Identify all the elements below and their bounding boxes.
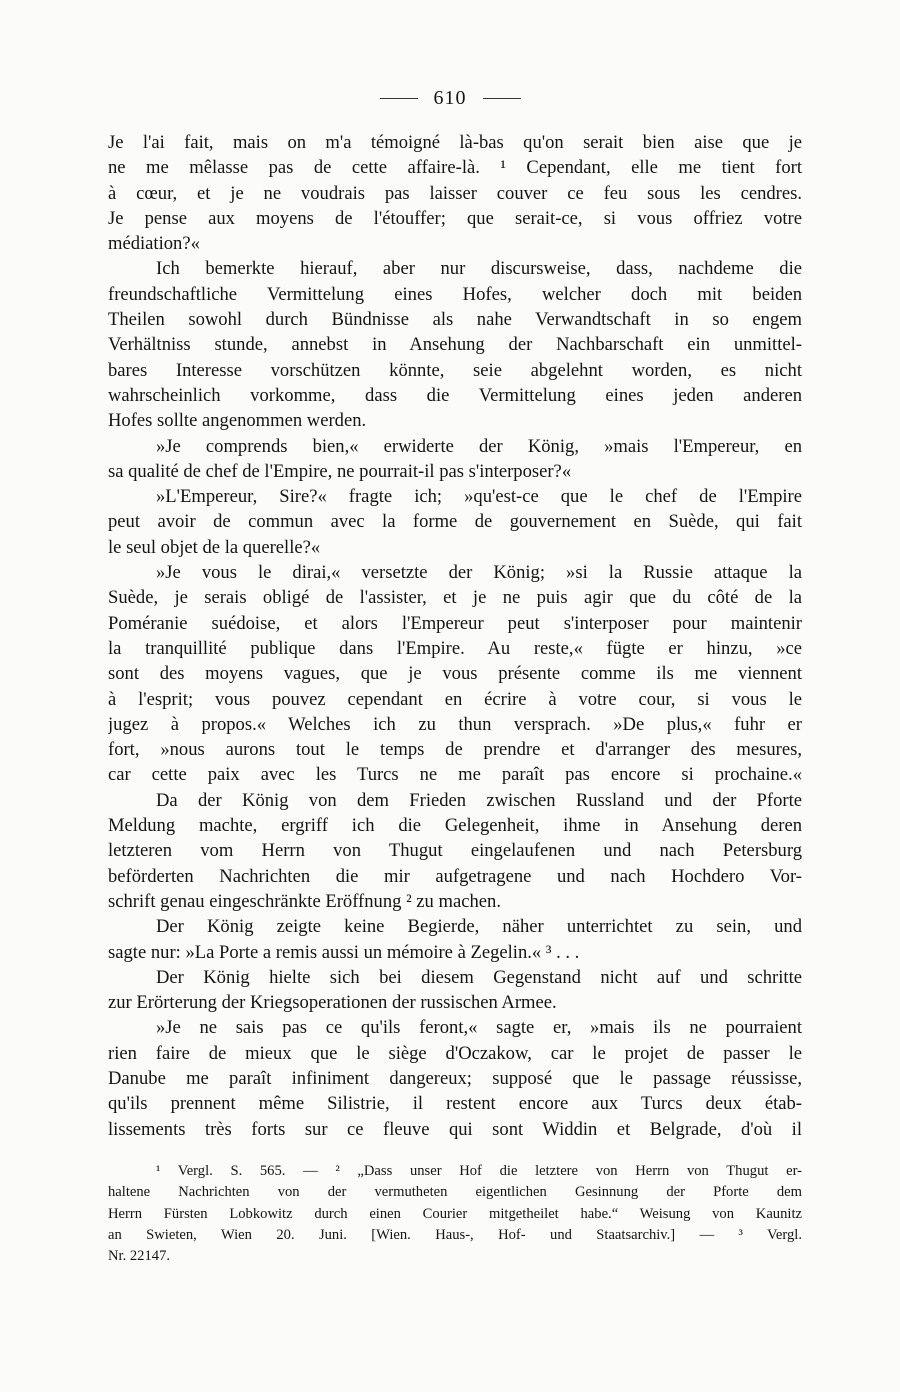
footnote-line: haltene Nachrichten von der vermutheten eigentlichen Gesinnung der Pforte dem [108,1184,802,1201]
text-line: Hofes sollte angenommen werden. [108,410,367,432]
text-line: Poméranie suédoise, et alors l'Empereur peut s'interposer pour maintenir [108,612,802,634]
body-text [108,130,802,1142]
text-line: ne me mêlasse pas de cette affaire-là. ¹ Cependant, elle me tient fort [108,157,802,179]
text-line: »Je comprends bien,« erwiderte der König, »mais l'Empereur, en [156,435,802,457]
footnote-line: an Swieten, Wien 20. Juni. [Wien. Haus-, Hof- und Staatsarchiv.] — ³ Vergl. [108,1226,802,1243]
footnote-line: Herrn Fürsten Lobkowitz durch einen Courier mitgetheilet habe.“ Weisung von Kaunitz [108,1205,802,1222]
footnote-line: Nr. 22147. [108,1248,171,1265]
page-number: 610 [433,86,467,109]
text-line: Suède, je serais obligé de l'assister, et je ne puis agir que du côté de la [108,587,802,609]
text-line: sa qualité de chef de l'Empire, ne pourrait-il pas s'interposer?« [108,460,572,482]
footnotes [108,1161,802,1267]
text-line: bares Interesse vorschützen könnte, seie abgelehnt worden, es nicht [108,359,802,381]
text-line: Je pense aux moyens de l'étouffer; que serait-ce, si vous offriez votre [108,207,802,229]
text-line: »L'Empereur, Sire?« fragte ich; »qu'est-ce que le chef de l'Empire [156,486,802,508]
header-rule-right [483,98,521,99]
text-line: schrift genau eingeschränkte Eröffnung ² zu machen. [108,890,501,912]
text-line: rien faire de mieux que le siège d'Oczakow, car le projet de passer le [108,1042,802,1064]
text-line: Meldung machte, ergriff ich die Gelegenheit, ihme in Ansehung deren [108,815,802,837]
footnote-line: ¹ Vergl. S. 565. — ² „Dass unser Hof die letztere von Herrn von Thugut er- [156,1163,802,1179]
text-line: sagte nur: »La Porte a remis aussi un mémoire à Zegelin.« ³ . . . [108,941,580,963]
text-line: letzteren vom Herrn von Thugut eingelaufenen und nach Petersburg [108,840,802,862]
text-line: Der König zeigte keine Begierde, näher unterrichtet zu sein, und [156,916,802,938]
text-line: Verhältniss stunde, annebst in Ansehung der Nachbarschaft ein unmittel- [108,334,802,356]
text-line: le seul objet de la querelle?« [108,536,321,558]
text-line: jugez à propos.« Welches ich zu thun versprach. »De plus,« fuhr er [108,713,802,735]
header-rule-left [380,98,418,99]
text-line: Theilen sowohl durch Bündnisse als nahe Verwandtschaft in so engem [108,309,802,331]
page-header [0,84,900,112]
text-line: peut avoir de commun avec la forme de gouvernement en Suède, qui fait [108,511,802,533]
text-line: »Je ne sais pas ce qu'ils feront,« sagte er, »mais ils ne pourraient [156,1017,802,1039]
text-line: qu'ils prennent même Silistrie, il restent encore aux Turcs deux étab- [108,1093,802,1115]
text-line: à cœur, et je ne voudrais pas laisser couver ce feu sous les cendres. [108,182,802,204]
text-line: lissements très forts sur ce fleuve qui sont Widdin et Belgrade, d'où il [108,1118,802,1140]
text-line: Der König hielte sich bei diesem Gegenstand nicht auf und schritte [156,966,802,988]
text-line: beförderten Nachrichten die mir aufgetragene und nach Hochdero Vor- [108,865,802,887]
text-line: Da der König von dem Frieden zwischen Russland und der Pforte [156,789,802,811]
text-line: la tranquillité publique dans l'Empire. Au reste,« fügte er hinzu, »ce [108,637,802,659]
text-line: zur Erörterung der Kriegsoperationen der russischen Armee. [108,992,557,1014]
text-line: wahrscheinlich vorkomme, dass die Vermittelung eines jeden anderen [108,384,802,406]
text-line: »Je vous le dirai,« versetzte der König; »si la Russie attaque la [156,562,802,584]
text-line: médiation?« [108,233,200,255]
text-line: Ich bemerkte hierauf, aber nur discursweise, dass, nachdeme die [156,258,802,280]
text-line: Je l'ai fait, mais on m'a témoigné là-bas qu'on serait bien aise que je [108,132,802,153]
text-line: à l'esprit; vous pouvez cependant en écrire à votre cour, si vous le [108,688,802,710]
text-line: freundschaftliche Vermittelung eines Hofes, welcher doch mit beiden [108,283,802,305]
text-line: fort, »nous aurons tout le temps de prendre et d'arranger des mesures, [108,739,802,761]
text-line: Danube me paraît infiniment dangereux; supposé que le passage réussisse, [108,1067,802,1089]
text-line: car cette paix avec les Turcs ne me paraît pas encore si prochaine.« [108,764,802,786]
text-line: sont des moyens vagues, que je vous présente comme ils me viennent [108,663,802,685]
